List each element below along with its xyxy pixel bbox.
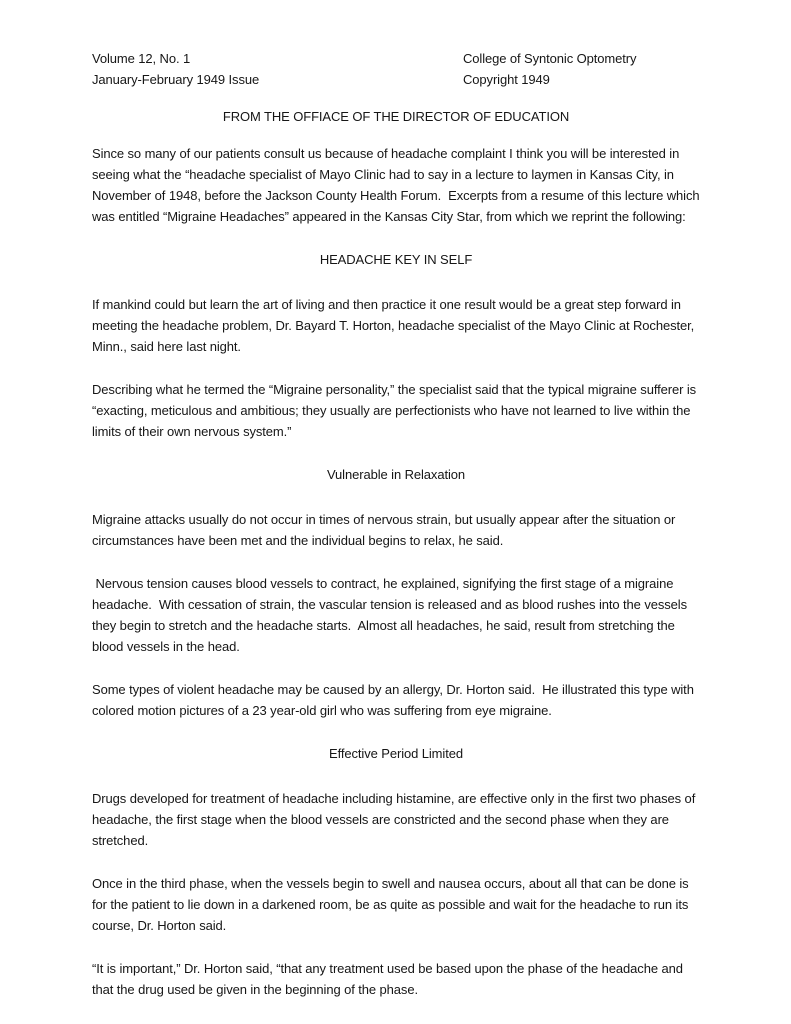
masthead-copyright: Copyright 1949 [463,72,550,87]
document-title: FROM THE OFFIACE OF THE DIRECTOR OF EDUCATION [222,109,570,124]
paragraph: Migraine attacks usually do not occur in times of nervous strain, but usually appear after the situation or circumstances have been met and the individual begins to relax, he said. [92,512,679,548]
intro-paragraph: Since so many of our patients consult us because of headache complaint I think you will be interested in seeing what the “headache specialist of Mayo Clinic had to say in a lecture to laymen in Kansas City, in November of 1948, before the Jackson County Health Forum. Excerpts from a resume of this lecture which was entitled “Migraine Headaches” appeared in the Kansas City Star, from which we reprint the following: [92,146,703,224]
paragraph: Drugs developed for treatment of headache including histamine, are effective only in the first two phases of headache, the first stage when the blood vessels are constricted and the second phase when they are stretched. [92,791,699,848]
paragraph: If mankind could but learn the art of living and then practice it one result would be a great step forward in meeting the headache problem, Dr. Bayard T. Horton, headache specialist of the Mayo Clinic at Rochester, Minn., said here last night. [92,297,698,354]
paragraph: Once in the third phase, when the vessels begin to swell and nausea occurs, about all that can be done is for the patient to lie down in a darkened room, be as quite as possible and wait for the headache to run its course, Dr. Horton said. [92,876,693,933]
section-effective-period-limited [92,743,700,1000]
section-vulnerable-in-relaxation [92,464,700,721]
masthead [92,48,700,90]
section-heading: Vulnerable in Relaxation [326,467,466,482]
section-headache-key-in-self [92,249,700,442]
paragraph: “It is important,” Dr. Horton said, “that any treatment used be based upon the phase of the headache and that the drug used be given in the beginning of the phase. [92,961,687,997]
section-heading: Effective Period Limited [329,746,463,761]
paragraph: Nervous tension causes blood vessels to contract, he explained, signifying the first stage of a migraine headache. With cessation of strain, the vascular tension is released and as blood rushes into the vessels they begin to stretch and the headache starts. Almost all headaches, he said, result from stretching the blood vessels in the head. [92,576,691,654]
masthead-volume: Volume 12, No. 1 [92,51,191,66]
paragraph: Describing what he termed the “Migraine personality,” the specialist said that the typical migraine sufferer is “exacting, meticulous and ambitious; they usually are perfectionists who have not learned to live within the limits of their own nervous system.” [92,382,700,439]
masthead-organization: College of Syntonic Optometry [463,51,637,66]
masthead-issue: January-February 1949 Issue [92,72,260,87]
paragraph: Some types of violent headache may be caused by an allergy, Dr. Horton said. He illustrated this type with colored motion pictures of a 23 year-old girl who was suffering from eye migraine. [92,682,698,718]
section-heading: HEADACHE KEY IN SELF [319,252,473,267]
